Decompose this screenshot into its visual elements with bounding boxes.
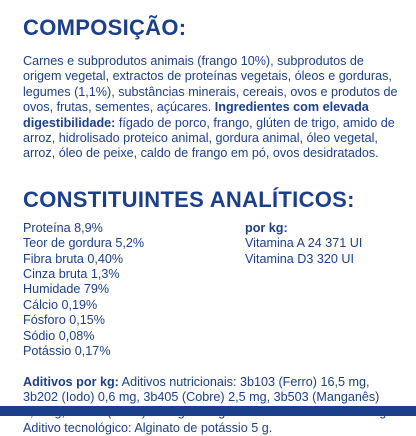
- composition-paragraph: [23, 54, 398, 162]
- analytical-columns: [23, 221, 398, 360]
- analytical-item: Fósforo 0,15%: [23, 313, 245, 328]
- composition-text: Carnes e subprodutos animais (frango 10%), subprodutos de origem vegetal, extractos de proteínas vegetais, óleos e gorduras, legumes (1,1%), substâncias minerais, cereais, ovos e produtos de ovos, frutas, sementes, açúcares.: [23, 54, 398, 114]
- bottom-accent-bar: [0, 406, 416, 416]
- analytical-right-column: [245, 221, 398, 360]
- analytical-item: Sódio 0,08%: [23, 329, 245, 344]
- additives-label: Aditivos por kg:: [23, 375, 119, 389]
- analytical-heading: CONSTITUINTES ANALÍTICOS:: [23, 187, 398, 213]
- additives-text: Aditivos nutricionais: 3b103 (Ferro) 16,5 mg, 3b202 (Iodo) 0,6 mg, 3b405 (Cobre) 2,5 mg, 3b503 (Manganês) Aditivo tecnológico: Alginato de potássio 5 g.: [23, 375, 390, 435]
- vitamin-item: Vitamina D3 320 UI: [245, 252, 398, 267]
- analytical-item: Humidade 79%: [23, 282, 245, 297]
- analytical-item: Proteína 8,9%: [23, 221, 245, 236]
- analytical-item: Potássio 0,17%: [23, 344, 245, 359]
- composition-heading: COMPOSIÇÃO:: [23, 15, 398, 41]
- analytical-item: Cálcio 0,19%: [23, 298, 245, 313]
- digestibility-label: Ingredientes com elevada digestibilidade:: [23, 100, 369, 129]
- analytical-item: Cinza bruta 1,3%: [23, 267, 245, 282]
- analytical-item: Teor de gordura 5,2%: [23, 236, 245, 251]
- vitamin-item: Vitamina A 24 371 UI: [245, 236, 398, 251]
- analytical-item: Fibra bruta 0,40%: [23, 252, 245, 267]
- per-kg-heading: por kg:: [245, 221, 398, 236]
- digestibility-text: fígado de porco, frango, glúten de trigo, amido de arroz, hidrolisado proteico animal, gordura animal, óleo vegetal, arroz, óleo de peixe, caldo de frango em pó, ovos desidratados.: [23, 116, 395, 161]
- analytical-left-column: [23, 221, 245, 360]
